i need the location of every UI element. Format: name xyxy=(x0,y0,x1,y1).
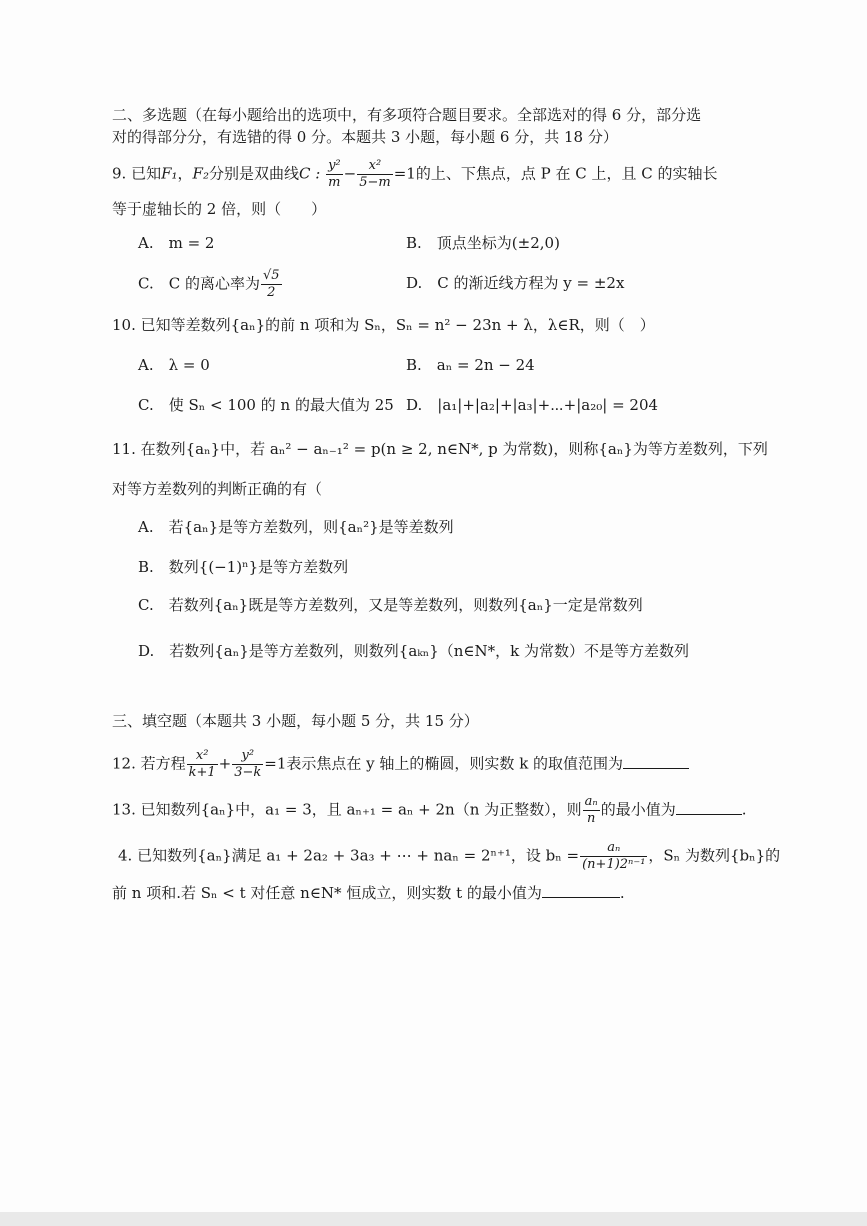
q9-frac2-num: x² xyxy=(357,158,393,175)
q9-optc-den: 2 xyxy=(267,285,276,300)
question-9-stem xyxy=(112,158,717,191)
q9-curve: C : xyxy=(298,164,321,183)
q9-option-d: D. C 的渐近线方程为 y = ±2x xyxy=(406,274,625,292)
q10-option-b: B. aₙ = 2n − 24 xyxy=(406,356,535,374)
q12-frac1-den: k+1 xyxy=(188,765,216,780)
question-11-stem-line1: 11. 在数列{aₙ}中，若 aₙ² − aₙ₋₁² = p(n ≥ 2, n∈N*, p 为常数)，则称{aₙ}为等方差数列，下列 xyxy=(112,440,768,458)
q11-option-a: A. 若{aₙ}是等方差数列，则{aₙ²}是等差数列 xyxy=(138,518,454,536)
q9-f1: F₁ xyxy=(161,164,178,183)
q12-post: =1表示焦点在 y 轴上的椭圆，则实数 k 的取值范围为 xyxy=(264,754,624,773)
q14-pre: 4. 已知数列{aₙ}满足 a₁ + 2a₂ + 3a₃ + ⋯ + naₙ = 2ⁿ⁺¹，设 bₙ = xyxy=(118,846,580,865)
q9-minus: − xyxy=(343,164,357,183)
question-11-stem-line2: 对等方差数列的判断正确的有（ xyxy=(112,480,323,498)
q9-sep: ， xyxy=(177,164,193,183)
scan-bottom-edge xyxy=(0,1212,867,1226)
q14-answer-blank xyxy=(542,883,620,898)
q12-plus: + xyxy=(218,754,232,773)
q9-option-c xyxy=(138,268,283,301)
question-14-line2 xyxy=(112,882,625,904)
q12-fraction-1 xyxy=(187,748,218,781)
q9-fraction-2 xyxy=(357,158,393,191)
question-12 xyxy=(112,748,689,781)
q14-end: . xyxy=(619,884,625,902)
q11-option-c: C. 若数列{aₙ}既是等方差数列，又是等差数列，则数列{aₙ}一定是常数列 xyxy=(138,596,643,614)
q13-end: . xyxy=(741,800,747,819)
q13-post: 的最小值为 xyxy=(600,800,676,819)
q14-fraction xyxy=(580,840,647,873)
q10-option-c: C. 使 Sₙ < 100 的 n 的最大值为 25 xyxy=(138,396,394,414)
q11-option-b: B. 数列{(−1)ⁿ}是等方差数列 xyxy=(138,558,349,576)
q9-stem-post: =1的上、下焦点，点 P 在 C 上，且 C 的实轴长 xyxy=(393,164,718,183)
q9-optc-num: √5 xyxy=(262,268,280,283)
section-2-title-line2: 对的得部分分，有选错的得 0 分。本题共 3 小题，每小题 6 分，共 18 分） xyxy=(112,128,618,146)
question-9-stem-line2: 等于虚轴长的 2 倍，则（ ） xyxy=(112,200,327,218)
q11-option-d: D. 若数列{aₙ}是等方差数列，则数列{aₖₙ}（n∈N*，k 为常数）不是等方差数列 xyxy=(138,642,690,660)
q9-option-c-text: C. C 的离心率为 xyxy=(138,274,260,293)
q9-option-b: B. 顶点坐标为(±2,0) xyxy=(406,234,560,252)
q9-option-c-fraction xyxy=(261,268,282,301)
q9-frac1-num: y² xyxy=(328,158,341,173)
question-14 xyxy=(118,840,780,873)
q12-answer-blank xyxy=(623,754,689,769)
q13-frac-num: aₙ xyxy=(584,794,598,809)
q9-frac1-den: m xyxy=(328,175,341,190)
question-13 xyxy=(112,794,746,827)
q9-frac2-den: 5−m xyxy=(359,175,391,190)
q9-fraction-1 xyxy=(326,158,343,191)
q13-answer-blank xyxy=(676,800,742,815)
q12-pre: 12. 若方程 xyxy=(112,754,186,773)
q9-stem-mid: 分别是双曲线 xyxy=(208,164,299,183)
q10-option-a: A. λ = 0 xyxy=(138,356,210,374)
q9-stem-pre: 9. 已知 xyxy=(112,164,162,183)
q12-frac2-den: 3−k xyxy=(234,765,262,780)
q14-line2-text: 前 n 项和.若 Sₙ < t 对任意 n∈N* 恒成立，则实数 t 的最小值为 xyxy=(112,884,542,902)
q10-option-d: D. |a₁|+|a₂|+|a₃|+⋯+|a₂₀| = 204 xyxy=(406,396,659,414)
section-2-title-line1: 二、多选题（在每小题给出的选项中，有多项符合题目要求。全部选对的得 6 分，部分选 xyxy=(112,106,702,124)
q14-frac-den: (n+1)2ⁿ⁻¹ xyxy=(582,857,646,872)
q12-frac1-num: x² xyxy=(187,748,218,765)
q9-option-a: A. m = 2 xyxy=(138,234,215,252)
q12-frac2-num: y² xyxy=(232,748,263,765)
q13-fraction xyxy=(583,794,600,827)
q14-frac-num: aₙ xyxy=(580,840,647,857)
section-3-title: 三、填空题（本题共 3 小题，每小题 5 分，共 15 分） xyxy=(112,712,479,730)
q14-post: ，Sₙ 为数列{bₙ}的 xyxy=(648,846,781,865)
q12-fraction-2 xyxy=(232,748,263,781)
q13-frac-den: n xyxy=(586,811,596,826)
question-10-stem: 10. 已知等差数列{aₙ}的前 n 项和为 Sₙ，Sₙ = n² − 23n + λ，λ∈R，则（ ） xyxy=(112,316,655,334)
q13-pre: 13. 已知数列{aₙ}中，a₁ = 3，且 aₙ₊₁ = aₙ + 2n（n 为正整数），则 xyxy=(112,800,582,819)
q9-f2: F₂ xyxy=(192,164,209,183)
